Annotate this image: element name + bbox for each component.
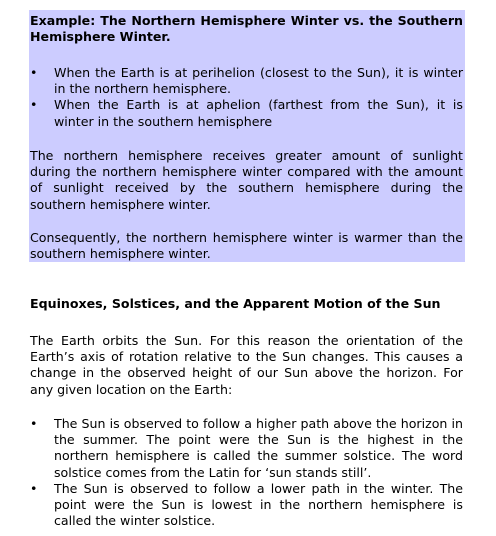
example-paragraph-sunlight: The northern hemisphere receives greater amount of sunlight during the northern hemisphere winter compared with the amount of sunlight received by the southern hemisphere during the southern hemisphere winter. [30, 148, 463, 212]
bullet-icon: • [30, 97, 38, 113]
example-bullet-list [30, 65, 463, 130]
section-bullet-winter: • The Sun is observed to follow a lower path in the winter. The point were the Sun is lowest in the northern hemisphere is called the winter solstice. [30, 480, 463, 529]
section-intro-paragraph: The Earth orbits the Sun. For this reason the orientation of the Earth’s axis of rotation relative to the Sun changes. This causes a change in the observed height of our Sun above the horizon. For any given location on the Earth: [30, 333, 463, 397]
example-highlight-box [29, 10, 465, 262]
section-bullet-summer: • The Sun is observed to follow a higher path above the horizon in the summer. The point were the Sun is the highest in the northern hemisphere is called the summer solstice. The word solstice comes from the Latin for ‘sun stands still’. [30, 416, 463, 480]
section-heading: Equinoxes, Solstices, and the Apparent Motion of the Sun [30, 296, 441, 311]
section-bullet-list [30, 416, 463, 529]
bullet-icon: • [30, 65, 38, 80]
example-bullet-perihelion: • When the Earth is at perihelion (closest to the Sun), it is winter in the northern hemisphere. [30, 65, 463, 97]
example-bullet-aphelion: • When the Earth is at aphelion (farthest from the Sun), it is winter in the southern hemisphere [30, 97, 463, 129]
example-paragraph-conclusion: Consequently, the northern hemisphere winter is warmer than the southern hemisphere winter. [30, 230, 463, 262]
example-title: Example: The Northern Hemisphere Winter vs. the Southern Hemisphere Winter. [30, 13, 463, 45]
bullet-icon: • [30, 480, 38, 496]
bullet-icon: • [30, 416, 38, 431]
